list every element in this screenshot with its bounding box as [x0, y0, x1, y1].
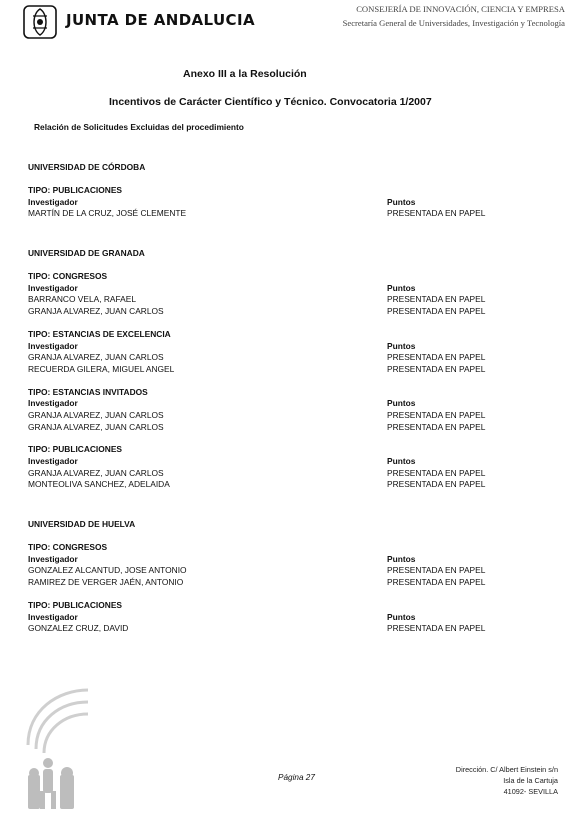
puntos-value: PRESENTADA EN PAPEL — [387, 467, 486, 478]
tipo-group — [28, 444, 548, 491]
tipo-heading: TIPO: CONGRESOS — [28, 542, 108, 553]
puntos-value: PRESENTADA EN PAPEL — [387, 409, 486, 420]
spacer — [28, 259, 548, 271]
tipo-group — [28, 387, 548, 434]
university-section — [28, 247, 548, 491]
address-line: 41092- SEVILLA — [503, 787, 558, 796]
investigador-name: BARRANCO VELA, RAFAEL — [28, 294, 136, 305]
tipo-heading: TIPO: CONGRESOS — [28, 271, 108, 282]
investigador-name: GRANJA ALVAREZ, JUAN CARLOS — [28, 409, 164, 420]
table-row — [28, 352, 548, 364]
investigador-name: GRANJA ALVAREZ, JUAN CARLOS — [28, 467, 164, 478]
investigador-name: GONZALEZ CRUZ, DAVID — [28, 623, 129, 634]
investigador-name: MARTÍN DE LA CRUZ, JOSÉ CLEMENTE — [28, 208, 187, 219]
table-row — [28, 208, 548, 220]
puntos-value: PRESENTADA EN PAPEL — [387, 352, 486, 363]
column-header-investigador: Investigador — [28, 398, 78, 409]
secretaria-name: Secretaría General de Universidades, Investigación y Tecnología — [342, 18, 565, 28]
column-header-investigador: Investigador — [28, 196, 78, 207]
table-row — [28, 306, 548, 318]
investigador-name: GRANJA ALVAREZ, JUAN CARLOS — [28, 352, 164, 363]
junta-shield-logo-icon — [22, 4, 58, 40]
table-row — [28, 294, 548, 306]
table-row — [28, 623, 548, 635]
puntos-value: PRESENTADA EN PAPEL — [387, 623, 486, 634]
table-row — [28, 422, 548, 434]
column-header-row — [28, 456, 548, 468]
investigador-name: GONZALEZ ALCANTUD, JOSE ANTONIO — [28, 565, 187, 576]
puntos-value: PRESENTADA EN PAPEL — [387, 565, 486, 576]
column-header-puntos: Puntos — [387, 340, 416, 351]
tipo-group — [28, 185, 548, 220]
tipo-heading: TIPO: ESTANCIAS DE EXCELENCIA — [28, 328, 171, 339]
document-subtitle: Incentivos de Carácter Científico y Técnico. Convocatoria 1/2007 — [109, 96, 432, 108]
brand-name: JUNTA DE ANDALUCIA — [66, 11, 255, 29]
column-header-puntos: Puntos — [387, 282, 416, 293]
column-header-investigador: Investigador — [28, 282, 78, 293]
annex-title: Anexo III a la Resolución — [183, 68, 307, 80]
table-row — [28, 410, 548, 422]
university-name: UNIVERSIDAD DE CÓRDOBA — [28, 162, 146, 172]
hercules-emblem-icon — [18, 685, 98, 813]
column-header-puntos: Puntos — [387, 456, 416, 466]
column-header-row — [28, 612, 548, 624]
relation-heading: Relación de Solicitudes Excluidas del procedimiento — [34, 122, 244, 132]
page-number: Página 27 — [278, 773, 315, 782]
table-row — [28, 364, 548, 376]
column-header-row — [28, 283, 548, 295]
puntos-value: PRESENTADA EN PAPEL — [387, 208, 486, 219]
puntos-value: PRESENTADA EN PAPEL — [387, 294, 486, 305]
university-name: UNIVERSIDAD DE HUELVA — [28, 519, 136, 530]
table-row — [28, 565, 548, 577]
table-row — [28, 479, 548, 491]
consejeria-name: CONSEJERÍA DE INNOVACIÓN, CIENCIA Y EMPRESA — [356, 4, 565, 14]
column-header-investigador: Investigador — [28, 340, 78, 351]
investigador-name: MONTEOLIVA SANCHEZ, ADELAIDA — [28, 479, 170, 490]
tipo-heading: TIPO: PUBLICACIONES — [28, 599, 122, 610]
column-header-puntos: Puntos — [387, 398, 416, 409]
table-row — [28, 468, 548, 480]
column-header-puntos: Puntos — [387, 196, 416, 207]
column-header-puntos: Puntos — [387, 611, 416, 622]
university-name: UNIVERSIDAD DE GRANADA — [28, 248, 145, 259]
university-section — [28, 161, 548, 220]
tipo-heading: TIPO: ESTANCIAS INVITADOS — [28, 386, 148, 397]
spacer — [28, 530, 548, 542]
column-header-investigador: Investigador — [28, 553, 78, 564]
address-line: Isla de la Cartuja — [503, 776, 558, 785]
tipo-heading: TIPO: PUBLICACIONES — [28, 444, 122, 455]
spacer — [28, 173, 548, 185]
puntos-value: PRESENTADA EN PAPEL — [387, 363, 486, 374]
column-header-row — [28, 398, 548, 410]
puntos-value: PRESENTADA EN PAPEL — [387, 306, 486, 317]
column-header-row — [28, 197, 548, 209]
column-header-investigador: Investigador — [28, 611, 78, 622]
address-line: Dirección. C/ Albert Einstein s/n — [455, 765, 558, 774]
tipo-group — [28, 329, 548, 376]
table-row — [28, 577, 548, 589]
investigador-name: RECUERDA GILERA, MIGUEL ANGEL — [28, 363, 175, 374]
tipo-heading: TIPO: PUBLICACIONES — [28, 185, 122, 195]
exclusions-list — [28, 161, 548, 646]
column-header-investigador: Investigador — [28, 456, 78, 466]
column-header-puntos: Puntos — [387, 553, 416, 564]
tipo-group — [28, 271, 548, 318]
column-header-row — [28, 341, 548, 353]
tipo-group — [28, 600, 548, 635]
section-spacer — [28, 502, 548, 518]
investigador-name: RAMIREZ DE VERGER JAÉN, ANTONIO — [28, 577, 184, 588]
column-header-row — [28, 554, 548, 566]
university-section — [28, 518, 548, 635]
investigador-name: GRANJA ALVAREZ, JUAN CARLOS — [28, 421, 164, 432]
puntos-value: PRESENTADA EN PAPEL — [387, 479, 486, 490]
puntos-value: PRESENTADA EN PAPEL — [387, 577, 486, 588]
puntos-value: PRESENTADA EN PAPEL — [387, 421, 486, 432]
section-spacer — [28, 231, 548, 247]
investigador-name: GRANJA ALVAREZ, JUAN CARLOS — [28, 306, 164, 317]
tipo-group — [28, 542, 548, 589]
